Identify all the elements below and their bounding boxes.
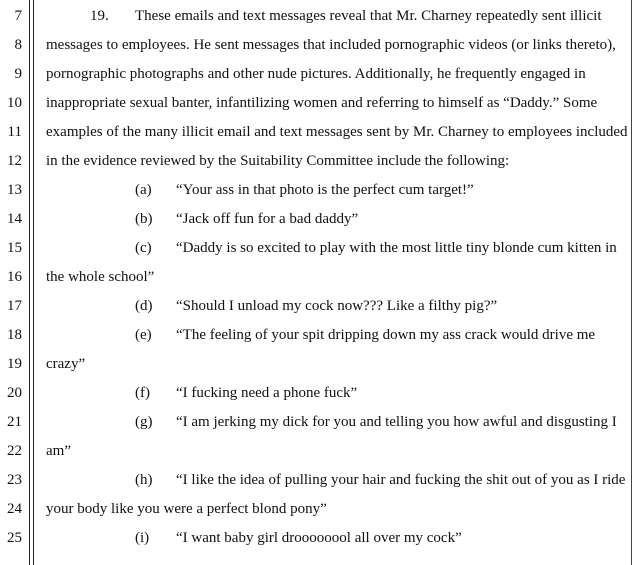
pleading-line: [0, 350, 636, 379]
item-quote: “Should I unload my cock now??? Like a filthy pig?”: [176, 298, 498, 314]
pleading-line: [0, 524, 636, 553]
item-quote: “Jack off fun for a bad daddy”: [176, 211, 359, 227]
line-number: 24: [7, 501, 22, 517]
item-quote: “Your ass in that photo is the perfect cum target!”: [176, 182, 474, 198]
paragraph-number: 19.: [90, 8, 109, 24]
line-number: 15: [7, 240, 22, 256]
pleading-line: [0, 205, 636, 234]
line-number: 7: [14, 8, 22, 24]
pleading-line: [0, 292, 636, 321]
pleading-line: [0, 437, 636, 466]
line-number: 23: [7, 472, 22, 488]
line-number: 21: [7, 414, 22, 430]
line-number: 11: [7, 124, 22, 140]
item-label: (f): [135, 385, 150, 401]
line-number: 13: [7, 182, 22, 198]
pleading-line: [0, 408, 636, 437]
item-label: (b): [135, 211, 153, 227]
item-label: (a): [135, 182, 152, 198]
pleading-line: [0, 118, 636, 147]
line-number: 16: [7, 269, 22, 285]
line-number: 12: [7, 153, 22, 169]
item-quote-continuation: your body like you were a perfect blond pony”: [46, 501, 327, 517]
item-quote-continuation: crazy”: [46, 356, 86, 372]
pleading-line: [0, 60, 636, 89]
line-number: 14: [7, 211, 22, 227]
paragraph-text: inappropriate sexual banter, infantilizing women and referring to himself as “Daddy.” Some: [46, 95, 598, 111]
line-number: 8: [14, 37, 22, 53]
item-label: (g): [135, 414, 153, 430]
item-quote: “Daddy is so excited to play with the most little tiny blonde cum kitten in: [176, 240, 617, 256]
pleading-line: [0, 234, 636, 263]
item-label: (e): [135, 327, 152, 343]
pleading-line: [0, 495, 636, 524]
item-label: (d): [135, 298, 153, 314]
paragraph-text: messages to employees. He sent messages that included pornographic videos (or links thereto),: [46, 37, 616, 53]
pleading-line: [0, 263, 636, 292]
line-number: 25: [7, 530, 22, 546]
line-number: 10: [7, 95, 22, 111]
pleading-line: [0, 176, 636, 205]
pleading-line: [0, 147, 636, 176]
pleading-line: [0, 89, 636, 118]
line-number: 19: [7, 356, 22, 372]
item-quote-continuation: am”: [46, 443, 71, 459]
pleading-line: [0, 379, 636, 408]
item-quote: “The feeling of your spit dripping down my ass crack would drive me: [176, 327, 596, 343]
line-number: 22: [7, 443, 22, 459]
item-quote-continuation: the whole school”: [46, 269, 155, 285]
pleading-line: [0, 2, 636, 31]
paragraph-text: pornographic photographs and other nude pictures. Additionally, he frequently engaged in: [46, 66, 586, 82]
item-quote: “I want baby girl droooooool all over my cock”: [176, 530, 462, 546]
item-quote: “I am jerking my dick for you and telling you how awful and disgusting I: [176, 414, 617, 430]
item-quote: “I like the idea of pulling your hair and fucking the shit out of you as I ride: [176, 472, 626, 488]
line-number: 20: [7, 385, 22, 401]
line-number: 9: [14, 66, 22, 82]
item-label: (c): [135, 240, 152, 256]
item-label: (h): [135, 472, 153, 488]
paragraph-text: examples of the many illicit email and text messages sent by Mr. Charney to employees included: [46, 124, 628, 140]
paragraph-text: in the evidence reviewed by the Suitability Committee include the following:: [46, 153, 510, 169]
line-number: 18: [7, 327, 22, 343]
pleading-line: [0, 31, 636, 60]
item-label: (i): [135, 530, 150, 546]
paragraph-text: These emails and text messages reveal that Mr. Charney repeatedly sent illicit: [135, 8, 602, 24]
item-quote: “I fucking need a phone fuck”: [176, 385, 358, 401]
pleading-line: [0, 321, 636, 350]
pleading-line: [0, 466, 636, 495]
line-number: 17: [7, 298, 22, 314]
